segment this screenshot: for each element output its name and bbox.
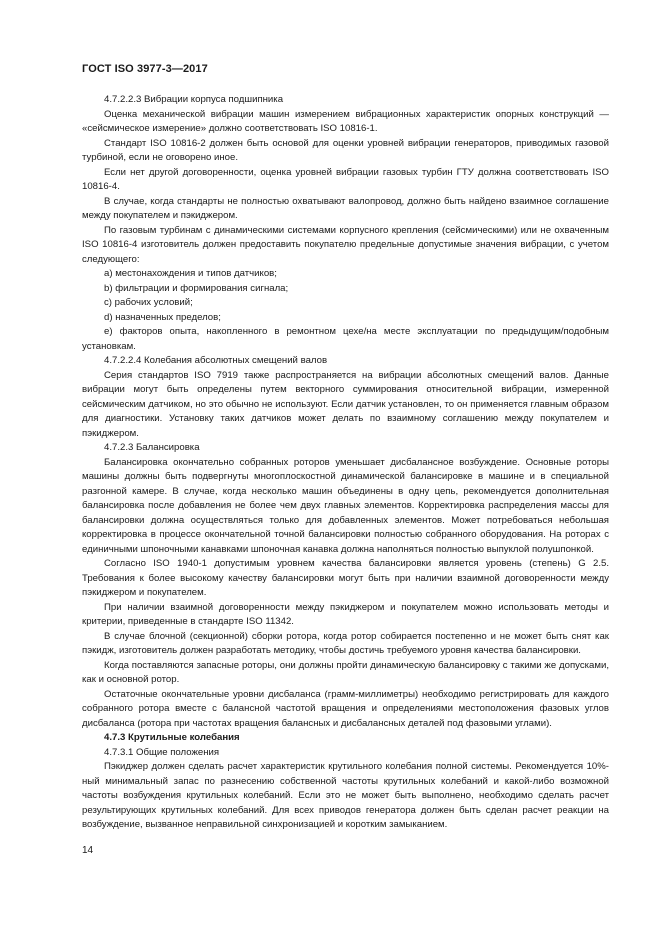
paragraph: Серия стандартов ISO 7919 также распространяется на вибрации абсолютных смещений валов. Данные вибрации могут быть определены путем векторного суммирования относительной вибрации, измеренной сейсмическим датчиком, но это обычно не используют. Если датчик установлен, то он применяется главным образом для диагностики. Установку таких датчиков может делать по взаимному соглашению между покупателем и пэкиджером. [82,369,609,439]
paragraph: В случае, когда стандарты не полностью охватывают валопровод, должно быть найдено взаимное соглашение между покупателем и пэкиджером. [82,195,609,221]
section-heading-4-7-2-2-3: 4.7.2.2.3 Вибрации корпуса подшипника [104,94,284,105]
paragraph: Когда поставляются запасные роторы, они должны пройти динамическую балансировку с такими же допусками, как и основной ротор. [82,659,609,685]
paragraph: Балансировка окончательно собранных роторов уменьшает дисбалансное возбуждение. Основные роторы машины должны быть подвергнуты многоплоскостной динамической балансировке в машине и в специальной разгонной камере. В случае, когда несколько машин объединены в одну цепь, рекомендуется дополнительная балансировка после добавления не более чем двух главных элементов. Корректировка распределения массы для балансировки должна осуществляться только для добавленных элементов. Может потребоваться небольшая корректировка в процессе окончательной точной балансировки полностью собранного оборудования. На роторах с единичными шпоночными канавками шпоночная канавка должна наполняться полностью выпуклой полушпонкой. [82,456,609,555]
list-item-a: a) местонахождения и типов датчиков; [104,268,277,279]
paragraph: Согласно ISO 1940-1 допустимым уровнем качества балансировки является уровень (степень) G 2.5. Требования к более высокому качеству балансировки могут быть при наличии взаимной договоренности между пэкиджером и покупателем. [82,558,609,598]
paragraph: По газовым турбинам с динамическими системами корпусного крепления (сейсмическими) или не охваченным ISO 10816-4 изготовитель должен предоставить покупателю предельные допустимые значения вибрации, с учетом следующего: [82,224,609,265]
list-item-c: c) рабочих условий; [104,297,193,308]
page-body [82,93,609,833]
page-number: 14 [82,845,94,856]
document-header: ГОСТ ISO 3977-3—2017 [82,63,208,75]
paragraph: Оценка механической вибрации машин измерением вибрационных характеристик опорных конструкций — «сейсмическое измерение» должно соответствовать ISO 10816-1. [82,108,609,134]
list-item-b: b) фильтрации и формирования сигнала; [104,282,289,294]
paragraph: В случае блочной (секционной) сборки ротора, когда ротор собирается постепенно и не может быть снят как пэкидж, изготовитель должен разработать методику, чтобы достичь требуемого уровня качества балансировки. [82,630,609,656]
paragraph: При наличии взаимной договоренности между пэкиджером и покупателем можно использовать методы и критерии, приведенные в стандарте ISO 11342. [82,601,609,627]
list-item-e: e) факторов опыта, накопленного в ремонтном цехе/на месте эксплуатации по предыдущим/подобным установкам. [82,326,609,352]
paragraph: Пэкиджер должен сделать расчет характеристик крутильного колебания полной системы. Рекомендуется 10%-ный минимальный запас по разнесению собственной частоты крутильных колебаний и какой-либо возможной частоты возбуждения крутильных колебаний. Если это не может быть выполнено, необходимо сделать расчет результирующих крутильных колебаний. Для всех приводов генератора должен быть сделан расчет реакции на возбуждение, вызванное неправильной синхронизацией и коротким замыканием. [82,761,609,830]
section-heading-4-7-2-3: 4.7.2.3 Балансировка [104,442,200,453]
section-heading-4-7-3-1: 4.7.3.1 Общие положения [104,746,220,758]
paragraph: Стандарт ISO 10816-2 должен быть основой для оценки уровней вибрации генераторов, приводимых газовой турбиной, если не оговорено иное. [82,137,609,163]
paragraph: Остаточные окончательные уровни дисбаланса (грамм-миллиметры) необходимо регистрировать для каждого собранного ротора вместе с балансной частотой вращения и определениями местоположения фазовых углов дисбаланса (ротора при частотах вращения балансных и дисбалансных деталей под фазовыми углами). [82,688,609,729]
paragraph: Если нет другой договоренности, оценка уровней вибрации газовых турбин ГТУ должна соответствовать ISO 10816-4. [82,166,609,192]
section-heading-4-7-3: 4.7.3 Крутильные колебания [104,732,240,743]
section-heading-4-7-2-2-4: 4.7.2.2.4 Колебания абсолютных смещений валов [104,355,328,366]
list-item-d: d) назначенных пределов; [104,311,221,323]
